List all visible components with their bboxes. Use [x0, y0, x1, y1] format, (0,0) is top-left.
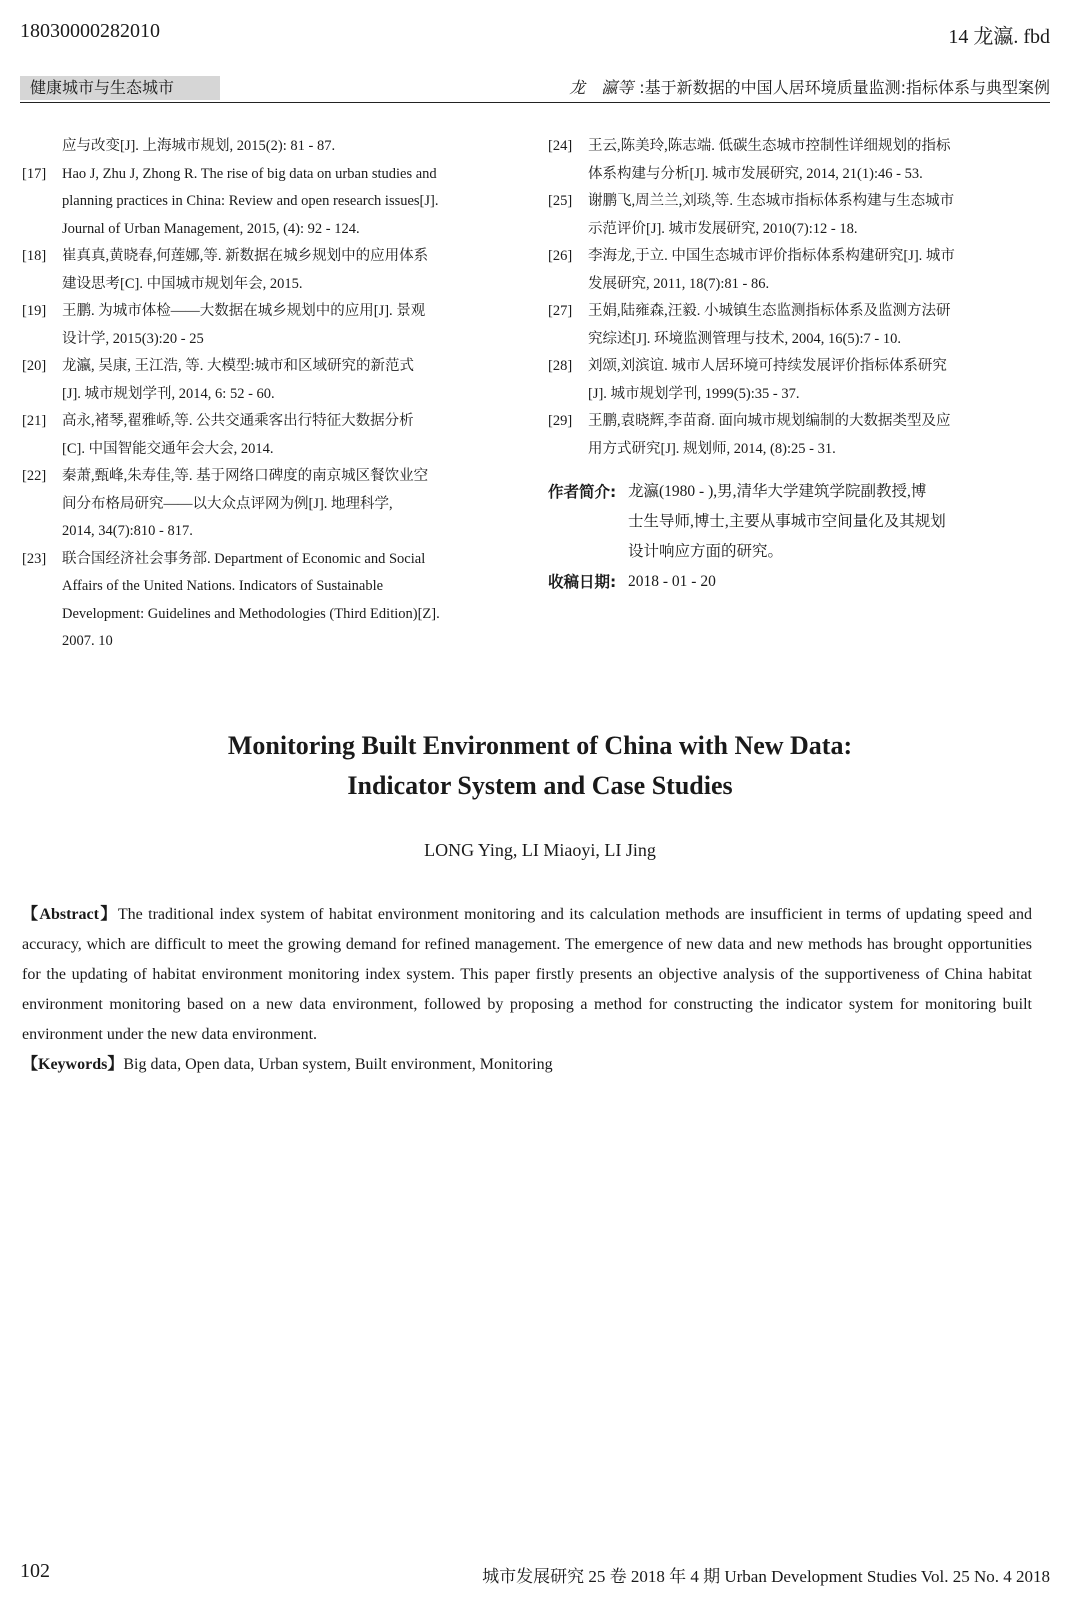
reference-item — [548, 188, 1032, 243]
document-id: 18030000282010 — [20, 20, 160, 42]
reference-text: 李海龙,于立. 中国生态城市评价指标体系构建研究[J]. 城市 — [588, 248, 955, 264]
received-label: 收稿日期: — [548, 573, 617, 591]
file-name: 14 龙瀛. fbd — [948, 26, 1050, 48]
reference-number: [24] — [548, 138, 573, 154]
abstract-text: The traditional index system of habitat environment monitoring and its calculation methods are insufficient in terms of updating speed and accuracy, which are difficult to meet the growing demand for refined management. The emergence of new data and new methods has brought opportunities for the updating of habitat environment monitoring index system. This paper firstly presents an objective analysis of the supportiveness of China habitat environment monitoring based on a new data environment, followed by proposing a method for constructing the indicator system for monitoring built environment under the new data environment. — [22, 906, 1032, 1043]
reference-text: Affairs of the United Nations. Indicators of Sustainable — [62, 578, 384, 594]
running-article-title: :基于新数据的中国人居环境质量监测:指标体系与典型案例 — [639, 78, 1050, 97]
reference-text: 示范评价[J]. 城市发展研究, 2010(7):12 - 18. — [588, 220, 858, 237]
reference-number: [27] — [548, 303, 573, 319]
author-info-line: 士生导师,博士,主要从事城市空间量化及其规划 — [628, 513, 946, 530]
reference-text: 体系构建与分析[J]. 城市发展研究, 2014, 21(1):46 - 53. — [588, 165, 923, 182]
right-references — [548, 133, 1032, 463]
reference-number: [28] — [548, 358, 573, 374]
left-references-column — [22, 133, 507, 656]
reference-text: 高永,褚琴,翟雅峤,等. 公共交通乘客出行特征大数据分析 — [62, 413, 414, 429]
reference-item — [548, 298, 1032, 353]
page-number: 102 — [20, 1560, 50, 1582]
reference-text: 谢鹏飞,周兰兰,刘琰,等. 生态城市指标体系构建与生态城市 — [588, 193, 955, 209]
author-info-line: 设计响应方面的研究。 — [628, 543, 784, 560]
reference-text: 王鹏. 为城市体检——大数据在城乡规划中的应用[J]. 景观 — [62, 303, 426, 319]
abstract-block — [22, 900, 1032, 1080]
reference-number: [26] — [548, 248, 573, 264]
reference-item — [22, 133, 507, 161]
reference-item — [22, 463, 507, 546]
reference-text: [C]. 中国智能交通年会大会, 2014. — [62, 440, 274, 457]
reference-text: 王云,陈美玲,陈志端. 低碳生态城市控制性详细规划的指标 — [588, 138, 951, 154]
reference-text: 秦萧,甄峰,朱寿佳,等. 基于网络口碑度的南京城区餐饮业空 — [62, 468, 429, 484]
reference-text: 王娟,陆雍森,汪毅. 小城镇生态监测指标体系及监测方法研 — [588, 303, 951, 319]
reference-text: 刘颂,刘滨谊. 城市人居环境可持续发展评价指标体系研究 — [588, 358, 947, 374]
reference-number: [21] — [22, 413, 47, 429]
reference-item — [22, 353, 507, 408]
reference-text: Journal of Urban Management, 2015, (4): 92 - 124. — [62, 220, 360, 237]
reference-text: 2014, 34(7):810 - 817. — [62, 523, 193, 539]
reference-number — [22, 133, 62, 161]
abstract-paragraph — [22, 900, 1032, 1050]
reference-number: [23] — [22, 550, 47, 567]
running-authors: 龙 瀛等 — [569, 78, 634, 97]
reference-number: [20] — [22, 358, 47, 374]
reference-item — [548, 353, 1032, 408]
reference-number: [17] — [22, 165, 47, 182]
reference-text: [J]. 城市规划学刊, 2014, 6: 52 - 60. — [62, 385, 275, 402]
reference-item — [548, 408, 1032, 463]
reference-item — [22, 298, 507, 353]
reference-text: 王鹏,袁晓辉,李苗裔. 面向城市规划编制的大数据类型及应 — [588, 413, 951, 429]
reference-text: 设计学, 2015(3):20 - 25 — [62, 330, 204, 347]
reference-number: [29] — [548, 413, 573, 429]
reference-number: [22] — [22, 468, 47, 484]
reference-text: 究综述[J]. 环境监测管理与技术, 2004, 16(5):7 - 10. — [588, 330, 901, 347]
reference-text: 崔真真,黄晓春,何莲娜,等. 新数据在城乡规划中的应用体系 — [62, 248, 429, 264]
received-date: 2018 - 01 - 20 — [628, 573, 716, 590]
keywords-label: 【Keywords】 — [22, 1056, 124, 1073]
journal-footer: 城市发展研究 25 卷 2018 年 4 期 Urban Development Studies Vol. 25 No. 4 2018 — [482, 1567, 1050, 1586]
english-title-line: Monitoring Built Environment of China with New Data: — [227, 731, 853, 760]
author-info-label: 作者简介: — [548, 483, 617, 501]
reference-text: 间分布格局研究——以大众点评网为例[J]. 地理科学, — [62, 495, 393, 512]
reference-text: 用方式研究[J]. 规划师, 2014, (8):25 - 31. — [588, 440, 836, 457]
reference-number: [18] — [22, 248, 47, 264]
reference-text: 龙瀛, 吴康, 王江浩, 等. 大模型:城市和区域研究的新范式 — [62, 358, 415, 374]
section-tag: 健康城市与生态城市 — [20, 76, 220, 100]
reference-text: Hao J, Zhu J, Zhong R. The rise of big data on urban studies and — [62, 165, 437, 182]
reference-item — [548, 133, 1032, 188]
reference-text: 发展研究, 2011, 18(7):81 - 86. — [588, 275, 770, 292]
reference-text: 应与改变[J]. 上海城市规划, 2015(2): 81 - 87. — [62, 138, 336, 154]
reference-text: planning practices in China: Review and open research issues[J]. — [62, 193, 439, 209]
author-info-line: 龙瀛(1980 - ),男,清华大学建筑学院副教授,博 — [628, 483, 927, 500]
english-title-line: Indicator System and Case Studies — [347, 771, 733, 800]
reference-text: Development: Guidelines and Methodologies (Third Edition)[Z]. — [62, 605, 440, 622]
english-authors: LONG Ying, LI Miaoyi, LI Jing — [424, 840, 656, 860]
running-head — [20, 76, 1050, 103]
author-info-block — [548, 477, 1032, 597]
abstract-label: 【Abstract】 — [22, 906, 118, 923]
reference-number: [25] — [548, 193, 573, 209]
reference-text: [J]. 城市规划学刊, 1999(5):35 - 37. — [588, 385, 800, 402]
reference-text: 2007. 10 — [62, 633, 113, 649]
reference-text: 建设思考[C]. 中国城市规划年会, 2015. — [62, 275, 303, 292]
keywords-paragraph — [22, 1050, 1032, 1080]
reference-item — [22, 161, 507, 244]
english-title — [0, 726, 1080, 806]
author-info-text — [628, 477, 1032, 567]
reference-text: 联合国经济社会事务部. Department of Economic and Social — [62, 550, 426, 567]
running-title — [569, 76, 1050, 100]
reference-item — [22, 546, 507, 656]
reference-item — [22, 408, 507, 463]
reference-item — [548, 243, 1032, 298]
reference-item — [22, 243, 507, 298]
right-column — [548, 133, 1032, 597]
reference-number: [19] — [22, 303, 47, 319]
keywords-text: Big data, Open data, Urban system, Built environment, Monitoring — [123, 1056, 553, 1073]
